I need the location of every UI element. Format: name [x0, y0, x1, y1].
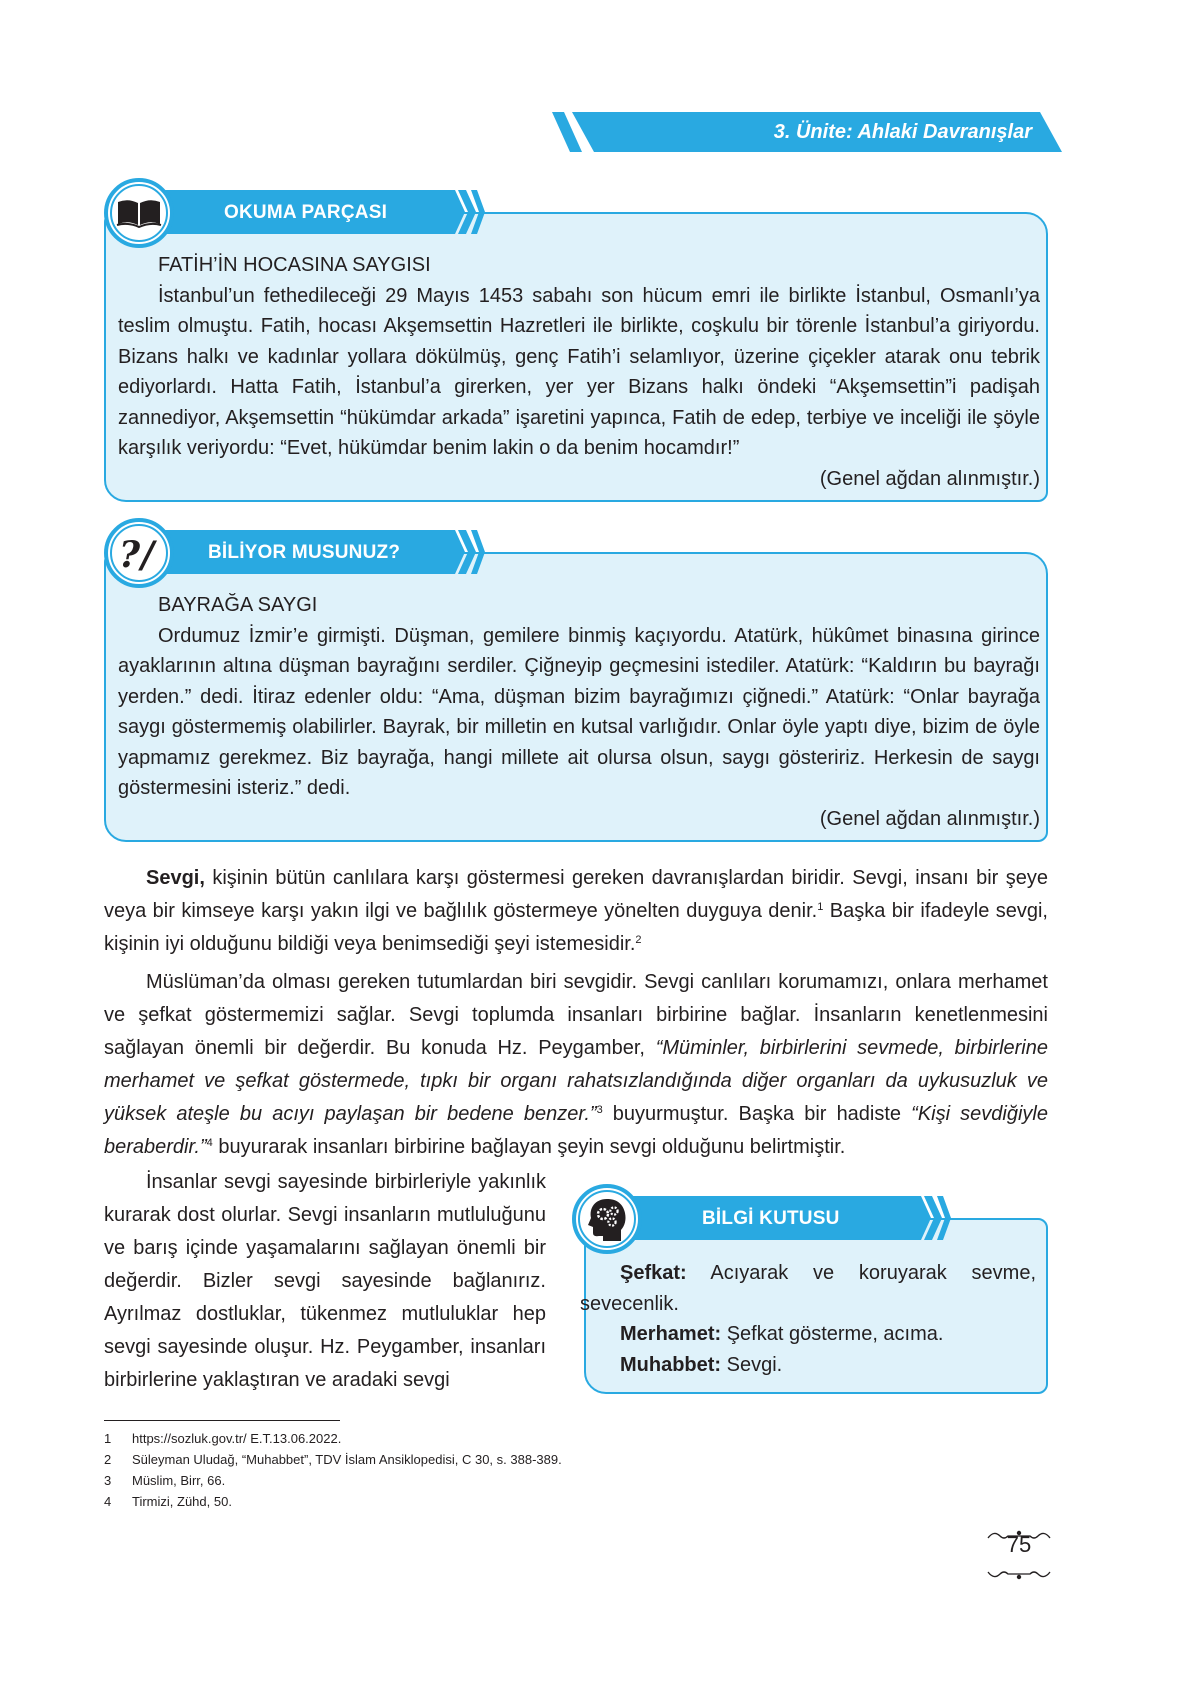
unit-title: 3. Ünite: Ahlaki Davranışlar — [773, 121, 1032, 143]
hadith-quote-2: “Kişi sevdiğiyle beraberdir.” — [104, 1103, 1048, 1158]
reading-title: FATİH’İN HOCASINA SAYGISI — [158, 254, 431, 276]
did-you-know-source: (Genel ağdan alınmıştır.) — [819, 807, 1040, 830]
ornament-bottom-icon — [984, 1566, 1054, 1582]
book-icon — [116, 198, 162, 228]
svg-text:?: ? — [119, 534, 141, 573]
paragraph-3: İnsanlar sevgi sayesinde birbirleriyle yakınlık kurarak dost olurlar. Sevgi insanların mutluluğunu ve barış içinde yaşamalarını sağlayan önemli bir değerdir. Bizler sevgi sayesinde bağlanırız. Ayrılmaz dostluklar, tükenmez mutluluklar hep sevgi sayesinde oluşur. Hz. Peygamber, insanları birbirlerine yaklaştıran ve aradaki sevgi — [104, 1171, 546, 1391]
did-you-know-paragraph: Ordumuz İzmir’e girmişti. Düşman, gemilere binmiş kaçıyordu. Atatürk, hükûmet binasına girince ayaklarının altına düşman bayrağını serdiler. Çiğneyip geçmesini istediler. Atatürk: “Kaldırın bu bayrağı yerden.” dedi. İtiraz edenler oldu: “Ama, düşman bizim bayrağımızı çiğnedi.” Atatürk: “Onlar bayrağa saygı göstermemiş olabilirler. Bayrak, bir milletin en kutsal varlığıdır. Onlar öyle yaptı diye, bizim de öyle yapmamız gerekmez. Biz bayrağa, hangi millete ait olursa olsun, saygı gösteririz. Herkesin de saygı göstermesini isteriz.” dedi. — [118, 624, 1040, 799]
did-you-know-title: BAYRAĞA SAYGI — [158, 594, 318, 616]
reading-content — [118, 250, 1040, 494]
main-body-lower — [104, 1166, 546, 1397]
reading-tab — [140, 190, 485, 234]
did-you-know-tab-label: BİLİYOR MUSUNUZ? — [208, 542, 401, 563]
did-you-know-content — [118, 590, 1040, 834]
reading-source: (Genel ağdan alınmıştır.) — [819, 467, 1040, 490]
info-tab-label: BİLGİ KUTUSU — [702, 1208, 840, 1229]
footnote-item: 1 https://sozluk.gov.tr/ E.T.13.06.2022. — [104, 1431, 342, 1446]
info-item-merhamet: Merhamet: Şefkat gösterme, acıma. — [620, 1323, 944, 1345]
hadith-quote-1: “Müminler, birbirlerini sevmede, birbirlerine merhamet ve şefkat göstermede, tıpkı bir organı rahatsızlandığında diğer organları da uykusuzluk ve yüksek ateşle bu acıyı paylaşan bir bedene benzer.” — [104, 1037, 1048, 1125]
footnote-item: 4 Tirmizi, Zühd, 50. — [104, 1494, 232, 1509]
unit-header-banner — [552, 112, 1062, 152]
info-tab — [606, 1196, 951, 1240]
info-item-sefkat: Şefkat: Acıyarak ve koruyarak sevme, sevecenlik. — [580, 1262, 1036, 1315]
info-content — [580, 1258, 1036, 1380]
reading-paragraph: İstanbul’un fethedileceği 29 Mayıs 1453 sabahı son hücum emri ile birlikte İstanbul, Osmanlı’ya teslim olmuştu. Fatih, hocası Akşemsettin Hazretleri ile birlikte, coşkulu bir törenle İstanbul’a giriyordu. Bizans halkı ve kadınlar yollara dökülmüş, genç Fatih’i selamlıyor, üzerine çiçekler atarak onu tebrik ediyorlardı. Hatta Fatih, İstanbul’a girerken, yer yer Bizans halkı öndeki “Akşemsettin”i padişah zannediyor, Akşemsettin “hükümdar arkada” işaretini yapınca, Fatih de edep, terbiye ve inceliği ile şöyle karşılık veriyordu: “Evet, hükümdar benim lakin o da benim hocamdır!” — [118, 284, 1040, 459]
svg-text:/: / — [141, 534, 155, 573]
paragraph-1: Sevgi, kişinin bütün canlılara karşı göstermesi gereken davranışlardan biridir. Sevgi, insanı bir şeye veya bir kimseye karşı yakın ilgi ve bağlılık göstermeye yönelten duyguya denir.$^1$ Başka bir ifadeyle sevgi, kişinin iyi olduğunu bildiği veya benimsediği şeyi istemesidir.$^2$ — [104, 867, 1048, 955]
footnotes — [104, 1428, 562, 1512]
term-sevgi: Sevgi, — [146, 867, 205, 889]
reading-tab-label: OKUMA PARÇASI — [224, 202, 388, 223]
info-item-muhabbet: Muhabbet: Sevgi. — [620, 1353, 783, 1376]
did-you-know-icon-circle — [104, 518, 174, 588]
footnote-divider — [104, 1420, 340, 1421]
info-icon-circle — [572, 1184, 642, 1254]
main-body-upper — [104, 862, 1048, 1164]
head-gears-icon — [587, 1197, 627, 1241]
question-exclamation-icon — [117, 533, 161, 573]
reading-icon-circle — [104, 178, 174, 248]
paragraph-2: Müslüman’da olması gereken tutumlardan biri sevgidir. Sevgi canlıları korumamızı, onlara merhamet ve şefkat göstermemizi sağlar. Sevgi toplumda insanları birbirine bağlar. İnsanların kenetlenmesini sağlayan önemli bir değerdir. Bu konuda Hz. Peygamber, “Müminler, birbirlerini sevmede, birbirlerine merhamet ve şefkat göstermede, tıpkı bir organı rahatsızlandığında diğer organları da uykusuzluk ve yüksek ateşle bu acıyı paylaşan bir bedene benzer.”$^3$ buyurmuştur. Başka bir hadiste “Kişi sevdiğiyle beraberdir.”$^4$ buyurarak insanları birbirine bağlayan şeyin sevgi olduğunu belirtmiştir. — [104, 971, 1048, 1158]
page-number: 75 — [1006, 1532, 1032, 1557]
did-you-know-tab — [140, 530, 485, 574]
footnote-item: 2 Süleyman Uludağ, “Muhabbet”, TDV İslam Ansiklopedisi, C 30, s. 388-389. — [104, 1452, 562, 1467]
footnote-item: 3 Müslim, Birr, 66. — [104, 1473, 226, 1488]
